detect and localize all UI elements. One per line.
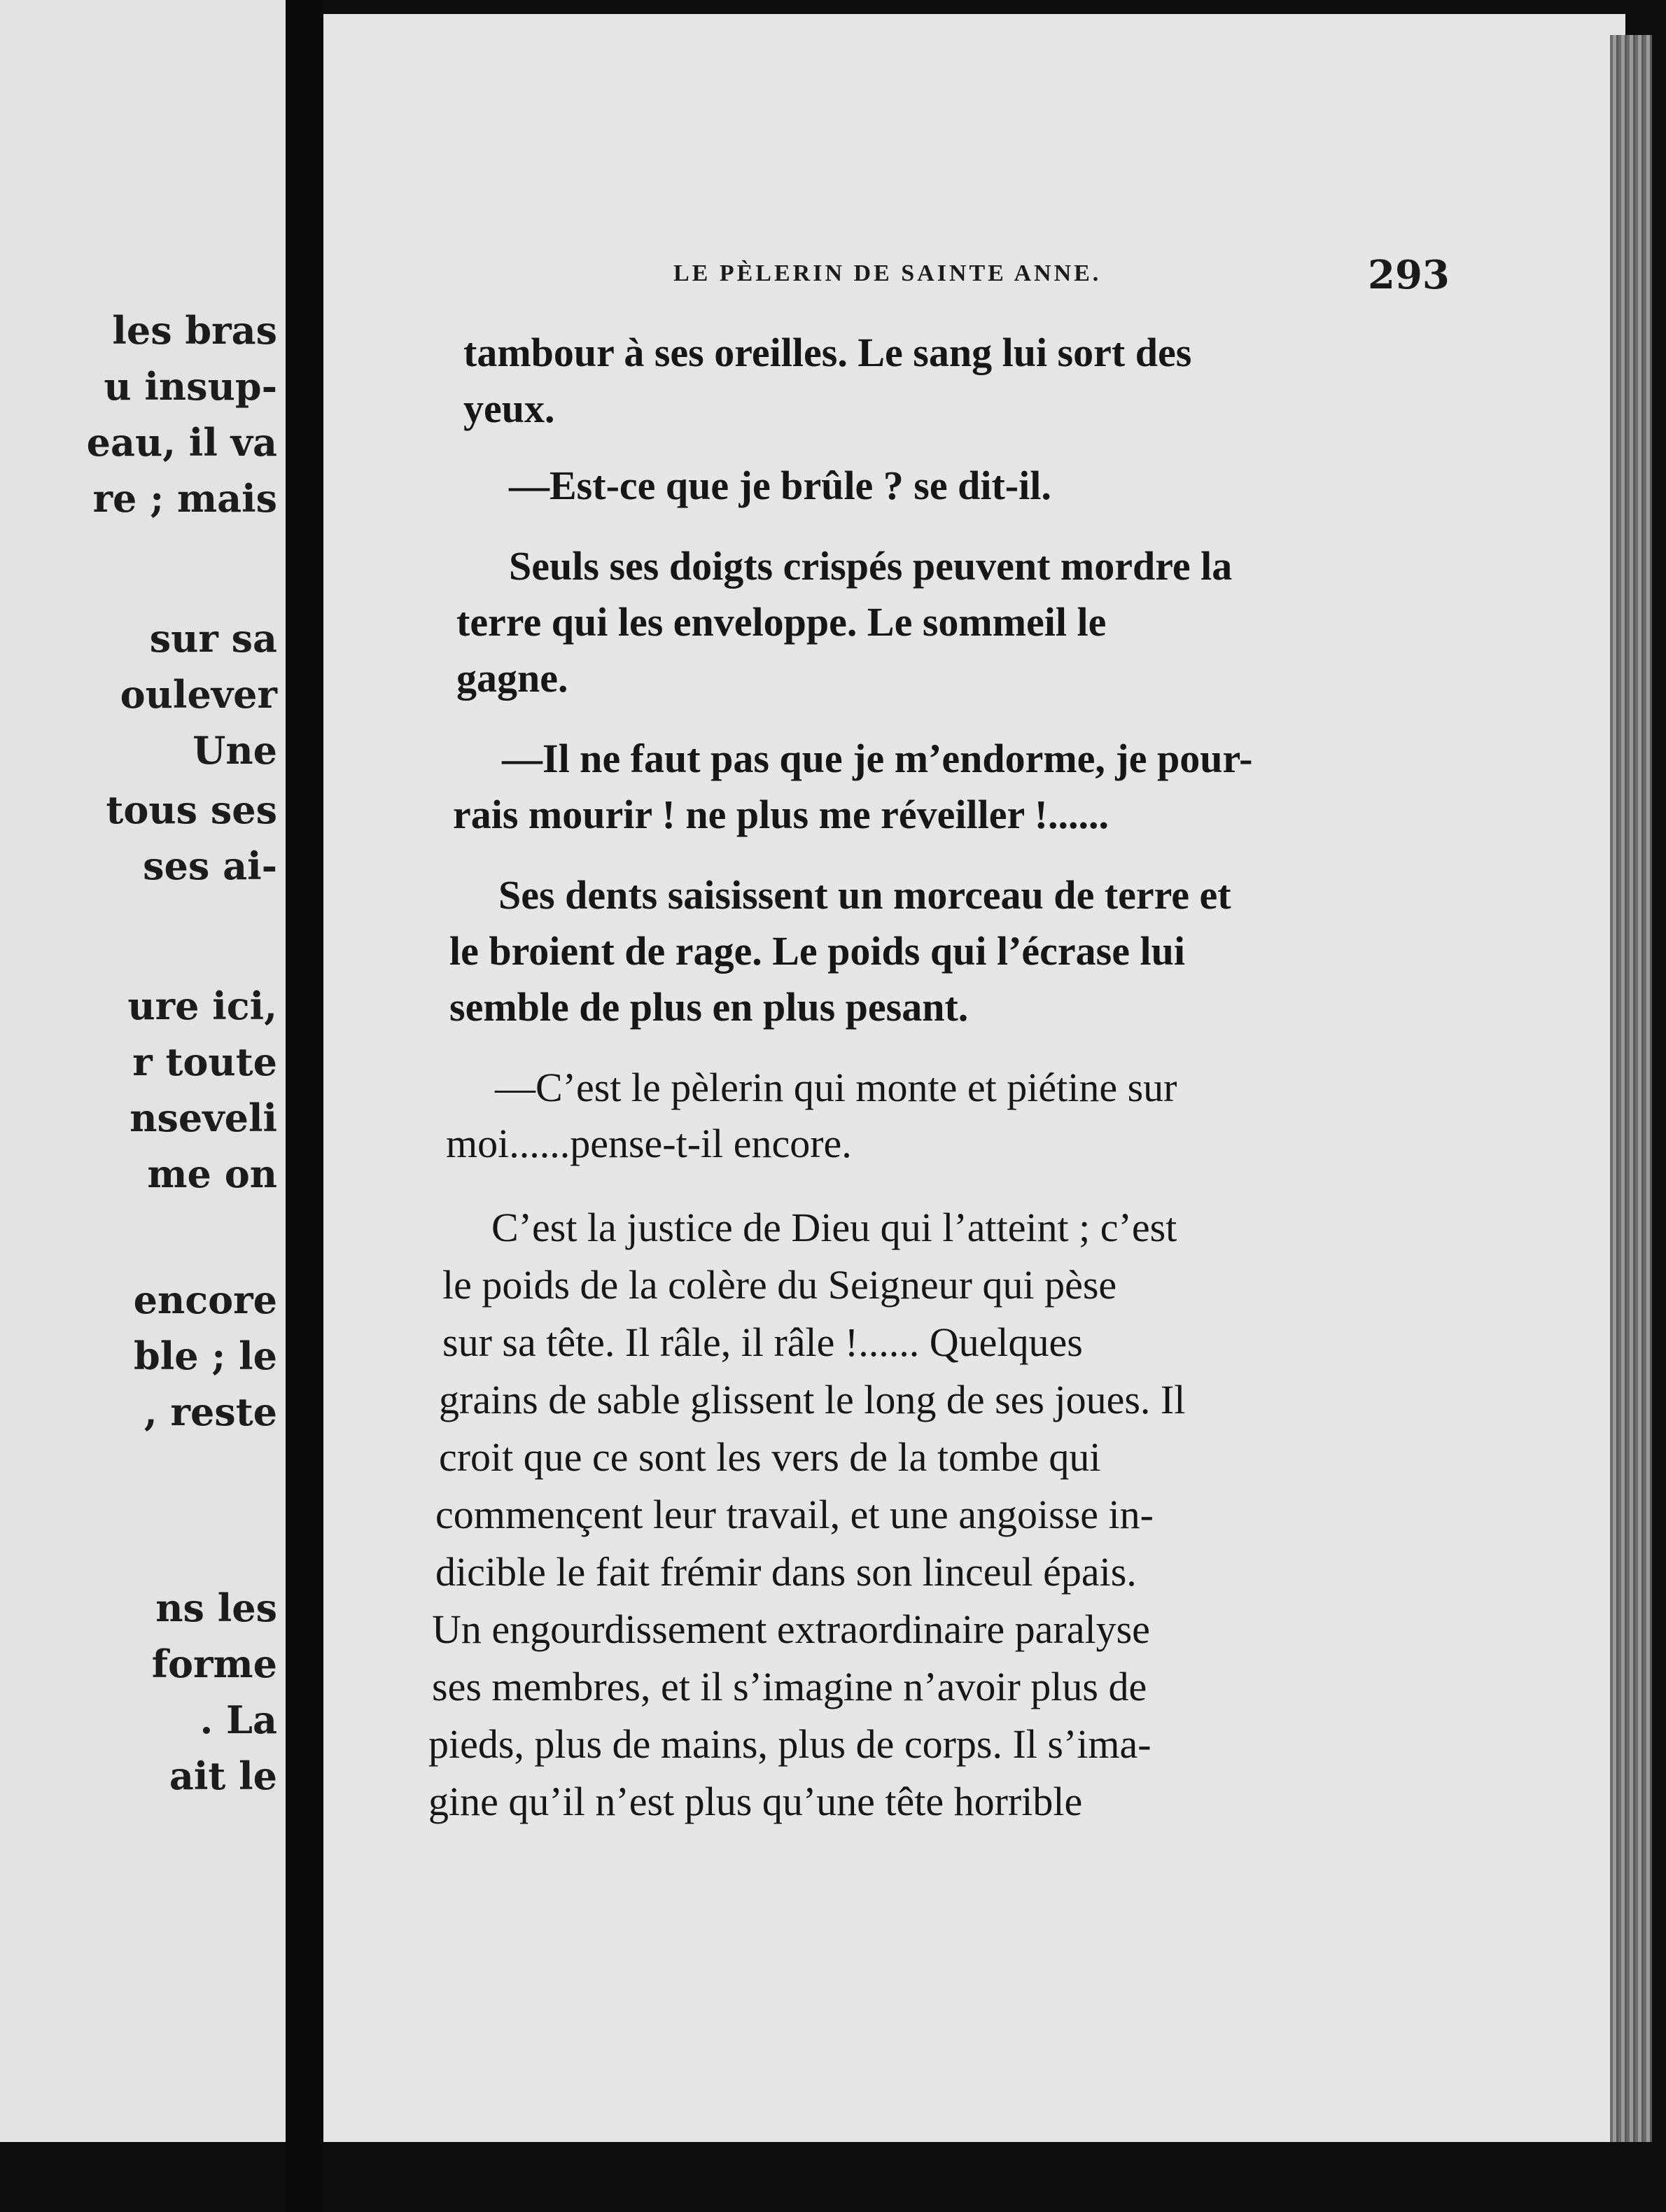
text-line: terre qui les enveloppe. Le sommeil le	[456, 599, 1107, 645]
text-line: tambour à ses oreilles. Le sang lui sort des	[463, 330, 1192, 375]
left-page-fragment: Une	[192, 728, 277, 773]
left-page-fragment: ses ai-	[143, 844, 277, 888]
text-line: gagne.	[456, 655, 568, 701]
left-page-fragment: . La	[200, 1698, 277, 1742]
text-line: —C’est le pèlerin qui monte et piétine sur	[495, 1065, 1177, 1110]
text-line: le broient de rage. Le poids qui l’écrase lui	[449, 928, 1185, 974]
page-number: 293	[1368, 252, 1450, 298]
text-line: —Il ne faut pas que je m’endorme, je pour-	[502, 736, 1253, 781]
left-page-fragment: ure ici,	[127, 983, 277, 1028]
text-line: semble de plus en plus pesant.	[449, 984, 969, 1030]
text-line: rais mourir ! ne plus me réveiller !......	[453, 792, 1109, 837]
left-page-fragment: ait le	[169, 1754, 277, 1798]
text-line: dicible le fait frémir dans son linceul épais.	[435, 1549, 1137, 1595]
left-page-fragment: ble ; le	[133, 1334, 277, 1378]
left-facing-page	[0, 0, 286, 2142]
right-page	[323, 14, 1625, 2142]
running-head: LE PÈLERIN DE SAINTE ANNE.	[673, 260, 1102, 286]
left-page-fragment: nseveli	[130, 1096, 277, 1140]
text-line: ses membres, et il s’imagine n’avoir plus de	[432, 1664, 1147, 1709]
left-page-fragment: ns les	[155, 1586, 277, 1630]
text-line: Un engourdissement extraordinaire paralyse	[432, 1606, 1150, 1652]
left-page-fragment: , reste	[144, 1390, 277, 1434]
left-page-fragment: me on	[147, 1152, 277, 1196]
text-line: sur sa tête. Il râle, il râle !...... Quelques	[442, 1320, 1083, 1365]
left-page-fragment: re ; mais	[92, 476, 277, 521]
text-line: Seuls ses doigts crispés peuvent mordre la	[509, 543, 1233, 589]
book-gutter	[286, 0, 323, 2212]
text-line: pieds, plus de mains, plus de corps. Il s’ima-	[428, 1721, 1152, 1767]
text-line: moi......pense-t-il encore.	[446, 1121, 852, 1166]
text-line: grains de sable glissent le long de ses joues. Il	[439, 1377, 1186, 1422]
left-page-fragment: r toute	[132, 1040, 277, 1084]
left-page-fragment: les bras	[112, 308, 277, 353]
text-line: croit que ce sont les vers de la tombe qui	[439, 1434, 1101, 1480]
left-page-fragment: tous ses	[106, 788, 277, 832]
left-page-fragment: sur sa	[149, 616, 277, 661]
page-edges	[1610, 35, 1652, 2142]
text-line: Ses dents saisissent un morceau de terre et	[498, 872, 1231, 918]
left-page-fragment: encore	[133, 1278, 277, 1322]
left-page-fragment: oulever	[120, 672, 277, 717]
text-line: gine qu’il n’est plus qu’une tête horrible	[428, 1779, 1083, 1824]
left-page-fragment: eau, il va	[86, 420, 277, 465]
text-line: —Est-ce que je brûle ? se dit-il.	[509, 463, 1051, 508]
text-line: C’est la justice de Dieu qui l’atteint ; c’est	[491, 1205, 1177, 1250]
text-line: le poids de la colère du Seigneur qui pèse	[442, 1262, 1117, 1308]
text-line: yeux.	[463, 386, 555, 431]
text-line: commençent leur travail, et une angoisse in-	[435, 1492, 1154, 1537]
left-page-fragment: u insup-	[104, 364, 277, 409]
left-page-fragment: forme	[151, 1642, 277, 1686]
